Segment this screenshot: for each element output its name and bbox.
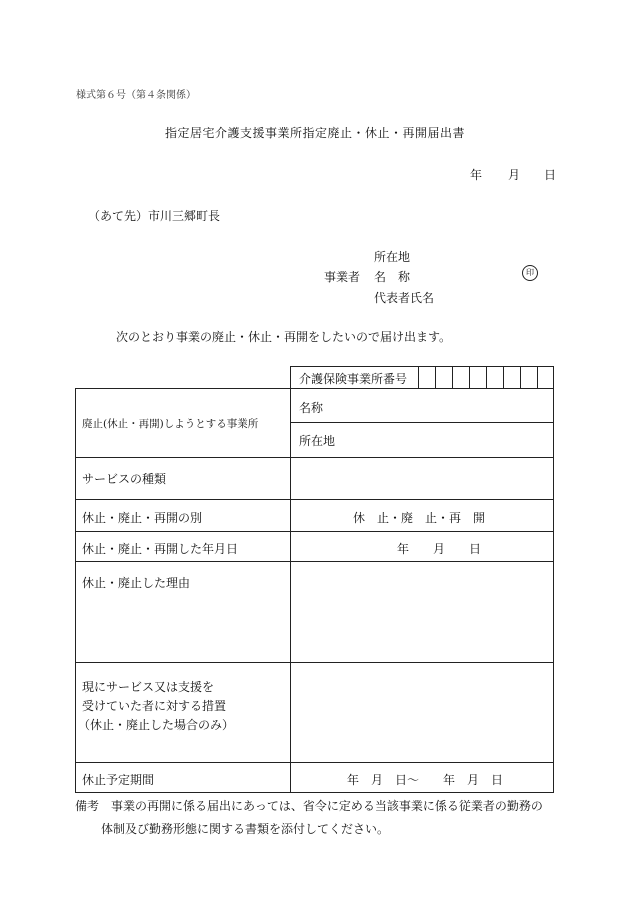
form-number: 様式第６号（第４条関係） xyxy=(76,90,196,101)
measures-label-line-3: （休止・廃止した場合のみ） xyxy=(78,718,235,732)
applicant-representative-label: 代表者氏名 xyxy=(374,291,435,305)
table-border xyxy=(290,366,554,367)
number-box-divider xyxy=(452,366,453,388)
addressee: （あて先）市川三郷町長 xyxy=(88,209,221,223)
date-year-label: 年 xyxy=(470,168,483,182)
table-border xyxy=(75,792,554,793)
date-day-label: 日 xyxy=(544,168,557,182)
table-row-divider xyxy=(75,762,554,763)
table-row-divider xyxy=(75,457,554,458)
number-box-divider xyxy=(486,366,487,388)
table-row-divider xyxy=(75,499,554,500)
office-address-label: 所在地 xyxy=(299,434,336,448)
document-title: 指定居宅介護支援事業所指定廃止・休止・再開届出書 xyxy=(164,126,465,140)
category-value: 休 止・廃 止・再 開 xyxy=(353,511,486,525)
table-row-divider xyxy=(75,531,554,532)
seal-mark: 印 xyxy=(522,265,538,281)
date-label: 休止・廃止・再開した年月日 xyxy=(82,542,239,556)
number-box-divider xyxy=(418,366,419,388)
measures-label-line-1: 現にサービス又は支援を xyxy=(82,680,215,694)
table-column-divider xyxy=(290,388,291,793)
number-box-divider xyxy=(435,366,436,388)
table-row-divider xyxy=(75,561,554,562)
table-border xyxy=(290,366,291,388)
applicant-label: 事業者 xyxy=(324,270,361,284)
applicant-name-label: 名 称 xyxy=(374,270,411,284)
table-border xyxy=(553,366,554,793)
number-box-divider xyxy=(469,366,470,388)
number-box-divider xyxy=(537,366,538,388)
office-label: 廃止(休止・再開)しようとする事業所 xyxy=(82,418,259,430)
table-border xyxy=(75,388,554,389)
intro-statement: 次のとおり事業の廃止・休止・再開をしたいので届け出ます。 xyxy=(116,330,452,344)
period-value: 年 月 日～ 年 月 日 xyxy=(347,773,504,787)
notification-table xyxy=(75,366,554,793)
reason-label: 休止・廃止した理由 xyxy=(82,576,191,590)
remarks-line-2: 体制及び勤務形態に関する書類を添付してください。 xyxy=(101,822,390,836)
table-row-divider xyxy=(291,422,554,423)
service-type-label: サービスの種類 xyxy=(82,472,167,486)
applicant-address-label: 所在地 xyxy=(374,250,411,264)
period-label: 休止予定期間 xyxy=(82,773,155,787)
number-box-divider xyxy=(503,366,504,388)
office-name-label: 名称 xyxy=(299,401,324,415)
table-border xyxy=(75,388,76,793)
category-label: 休止・廃止・再開の別 xyxy=(82,511,203,525)
date-value: 年 月 日 xyxy=(397,542,482,556)
office-number-label: 介護保険事業所番号 xyxy=(299,372,408,386)
number-box-divider xyxy=(520,366,521,388)
date-month-label: 月 xyxy=(508,168,521,182)
remarks-line-1: 備考 事業の再開に係る届出にあっては、省令に定める当該事業に係る従業者の勤務の xyxy=(75,799,543,813)
measures-label-line-2: 受けていた者に対する措置 xyxy=(82,699,227,713)
table-row-divider xyxy=(75,662,554,663)
